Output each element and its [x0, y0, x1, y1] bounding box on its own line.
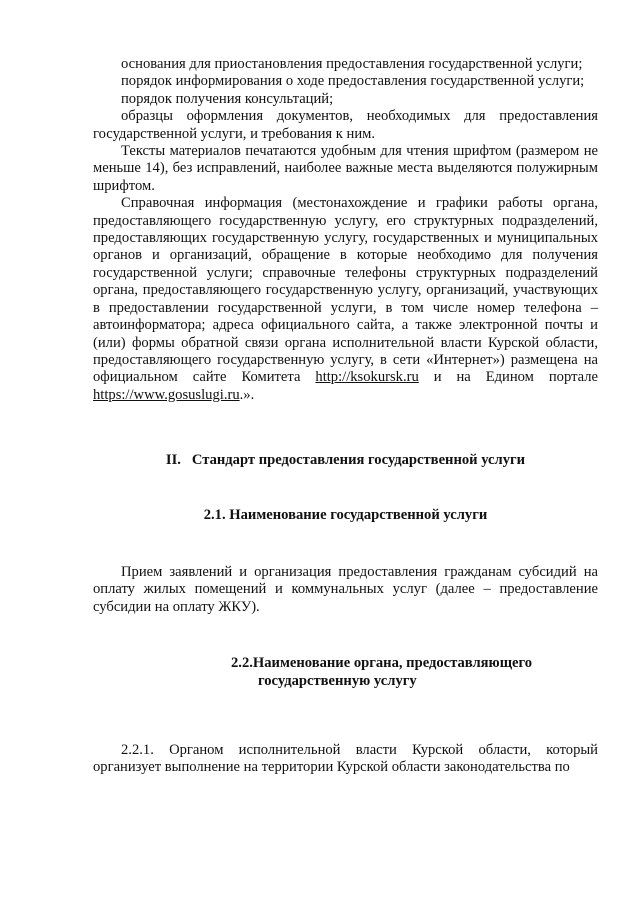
- section-2-2-heading-line1: 2.2.Наименование органа, предоставляющего: [231, 655, 533, 672]
- reference-info-text-between: и на Едином портале: [418, 369, 598, 386]
- reference-info-text-end: .».: [239, 386, 255, 403]
- paragraph-document-samples: образцы оформления документов, необходимых для предоставления государственной услуги, и требования к ним.: [93, 108, 598, 142]
- committee-site-link[interactable]: http://ksokursk.ru: [315, 369, 419, 386]
- reference-info-text: Справочная информация (местонахождение и графики работы органа, предоставляющего государственную услугу, его структурных подразделений, предоставляющих государственную услугу, государственных и муниципальных органов и организаций, обращение в которые необходимо для получения государственной услуги; справочные телефоны структурных подразделений органа, предоставляющего государственную услугу, организаций, участвующих в предоставлении государственной услуги, в том числе номер телефона – автоинформатора; адреса официального сайта, а также электронной почты и (или) формы обратной связи органа исполнительной власти Курской области, предоставляющего государственную услугу, в сети «Интернет») размещена на официальном сайте Комитета: [93, 195, 598, 386]
- paragraph-consultations: порядок получения консультаций;: [121, 90, 334, 107]
- paragraph-suspension-grounds: основания для приостановления предоставления государственной услуги;: [121, 56, 583, 72]
- section-2-2-heading: [93, 655, 598, 690]
- paragraph-font-requirements: Тексты материалов печатаются удобным для чтения шрифтом (размером не меньше 14), без исправлений, наиболее важные места выделяются полужирным шрифтом.: [93, 143, 598, 194]
- section-2-1-heading: 2.1. Наименование государственной услуги: [203, 506, 488, 523]
- section-2-2-heading-line2: государственную услугу: [258, 672, 417, 689]
- paragraph-2-2-1: 2.2.1. Органом исполнительной власти Курской области, который организует выполнение на территории Курской области законодательства по: [93, 741, 598, 776]
- paragraph-progress-informing: порядок информирования о ходе предоставления государственной услуги;: [121, 73, 585, 90]
- gosuslugi-link[interactable]: https://www.gosuslugi.ru: [93, 386, 240, 403]
- paragraph-service-name: Прием заявлений и организация предоставления гражданам субсидий на оплату жилых помещений и коммунальных услуг (далее – предоставление субсидии на оплату ЖКУ).: [93, 563, 598, 615]
- section-2-heading: II. Стандарт предоставления государственной услуги: [165, 452, 526, 469]
- paragraph-reference-info: [93, 195, 598, 404]
- document-page: [93, 56, 598, 777]
